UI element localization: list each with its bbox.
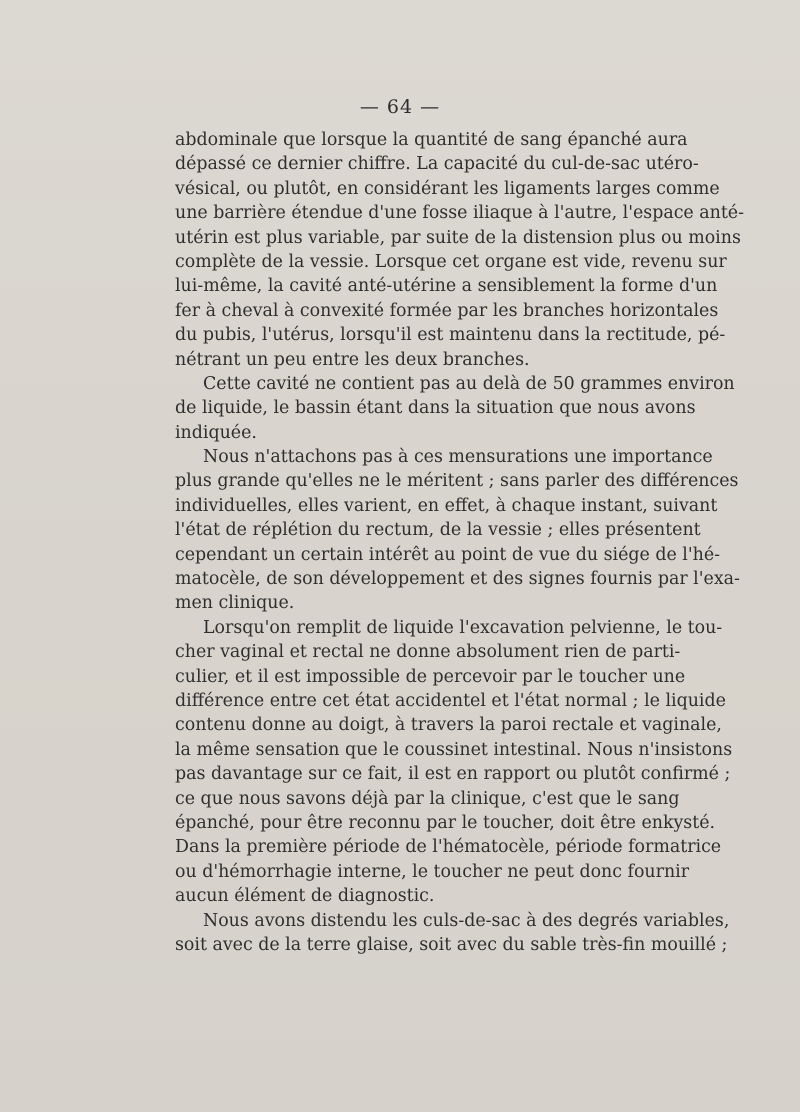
text-line: cependant un certain intérêt au point de vue du siége de l'hé- bbox=[175, 544, 720, 565]
text-line: ce que nous savons déjà par la clinique, c'est que le sang bbox=[175, 788, 680, 809]
text-line: Cette cavité ne contient pas au delà de 50 grammes environ bbox=[203, 373, 735, 394]
text-line: pas davantage sur ce fait, il est en rapport ou plutôt confirmé ; bbox=[175, 764, 731, 785]
text-line: la même sensation que le coussinet intestinal. Nous n'insistons bbox=[175, 739, 733, 760]
text-line: une barrière étendue d'une fosse iliaque à l'autre, l'espace anté- bbox=[175, 203, 744, 224]
text-line: Nous avons distendu les culs-de-sac à des degrés variables, bbox=[203, 910, 730, 931]
text-line: du pubis, l'utérus, lorsqu'il est maintenu dans la rectitude, pé- bbox=[175, 325, 726, 346]
text-line: Dans la première période de l'hématocèle, période formatrice bbox=[175, 837, 722, 858]
text-line: vésical, ou plutôt, en considérant les ligaments larges comme bbox=[175, 178, 720, 199]
text-line: nétrant un peu entre les deux branches. bbox=[175, 349, 530, 370]
text-line: utérin est plus variable, par suite de la distension plus ou moins bbox=[175, 227, 741, 248]
text-line: Lorsqu'on remplit de liquide l'excavation pelvienne, le tou- bbox=[203, 617, 723, 638]
text-line: plus grande qu'elles ne le méritent ; sans parler des différences bbox=[175, 471, 739, 492]
text-line: ou d'hémorrhagie interne, le toucher ne peut donc fournir bbox=[175, 861, 690, 882]
paragraph bbox=[175, 909, 730, 958]
text-line: culier, et il est impossible de percevoir par le toucher une bbox=[175, 666, 686, 687]
page-number: — 64 — bbox=[359, 96, 441, 118]
text-line: lui-même, la cavité anté-utérine a sensiblement la forme d'un bbox=[175, 276, 718, 297]
text-line: soit avec de la terre glaise, soit avec du sable très-fin mouillé ; bbox=[175, 934, 728, 955]
text-line: l'état de réplétion du rectum, de la vessie ; elles présentent bbox=[175, 520, 701, 541]
text-line: indiquée. bbox=[175, 422, 257, 443]
text-line: Nous n'attachons pas à ces mensurations une importance bbox=[203, 447, 713, 468]
text-line: fer à cheval à convexité formée par les branches horizontales bbox=[175, 300, 719, 321]
paragraph bbox=[175, 616, 733, 909]
text-line: abdominale que lorsque la quantité de sang épanché aura bbox=[175, 130, 688, 150]
paragraph bbox=[175, 445, 740, 616]
text-line: individuelles, elles varient, en effet, à chaque instant, suivant bbox=[175, 495, 718, 516]
text-line: de liquide, le bassin étant dans la situation que nous avons bbox=[175, 398, 696, 419]
body-text bbox=[175, 128, 744, 957]
paragraph bbox=[175, 372, 735, 445]
text-line: contenu donne au doigt, à travers la paroi rectale et vaginale, bbox=[175, 715, 722, 736]
text-line: matocèle, de son développement et des signes fournis par l'exa- bbox=[175, 569, 740, 590]
text-line: épanché, pour être reconnu par le toucher, doit être enkysté. bbox=[175, 812, 716, 833]
text-line: complète de la vessie. Lorsque cet organe est vide, revenu sur bbox=[175, 251, 727, 272]
paragraph bbox=[175, 128, 744, 372]
text-line: différence entre cet état accidentel et l'état normal ; le liquide bbox=[175, 690, 726, 711]
text-line: aucun élément de diagnostic. bbox=[175, 886, 435, 907]
text-line: cher vaginal et rectal ne donne absolument rien de parti- bbox=[175, 642, 681, 663]
text-line: men clinique. bbox=[175, 593, 295, 614]
text-line: dépassé ce dernier chiffre. La capacité du cul-de-sac utéro- bbox=[175, 154, 699, 175]
